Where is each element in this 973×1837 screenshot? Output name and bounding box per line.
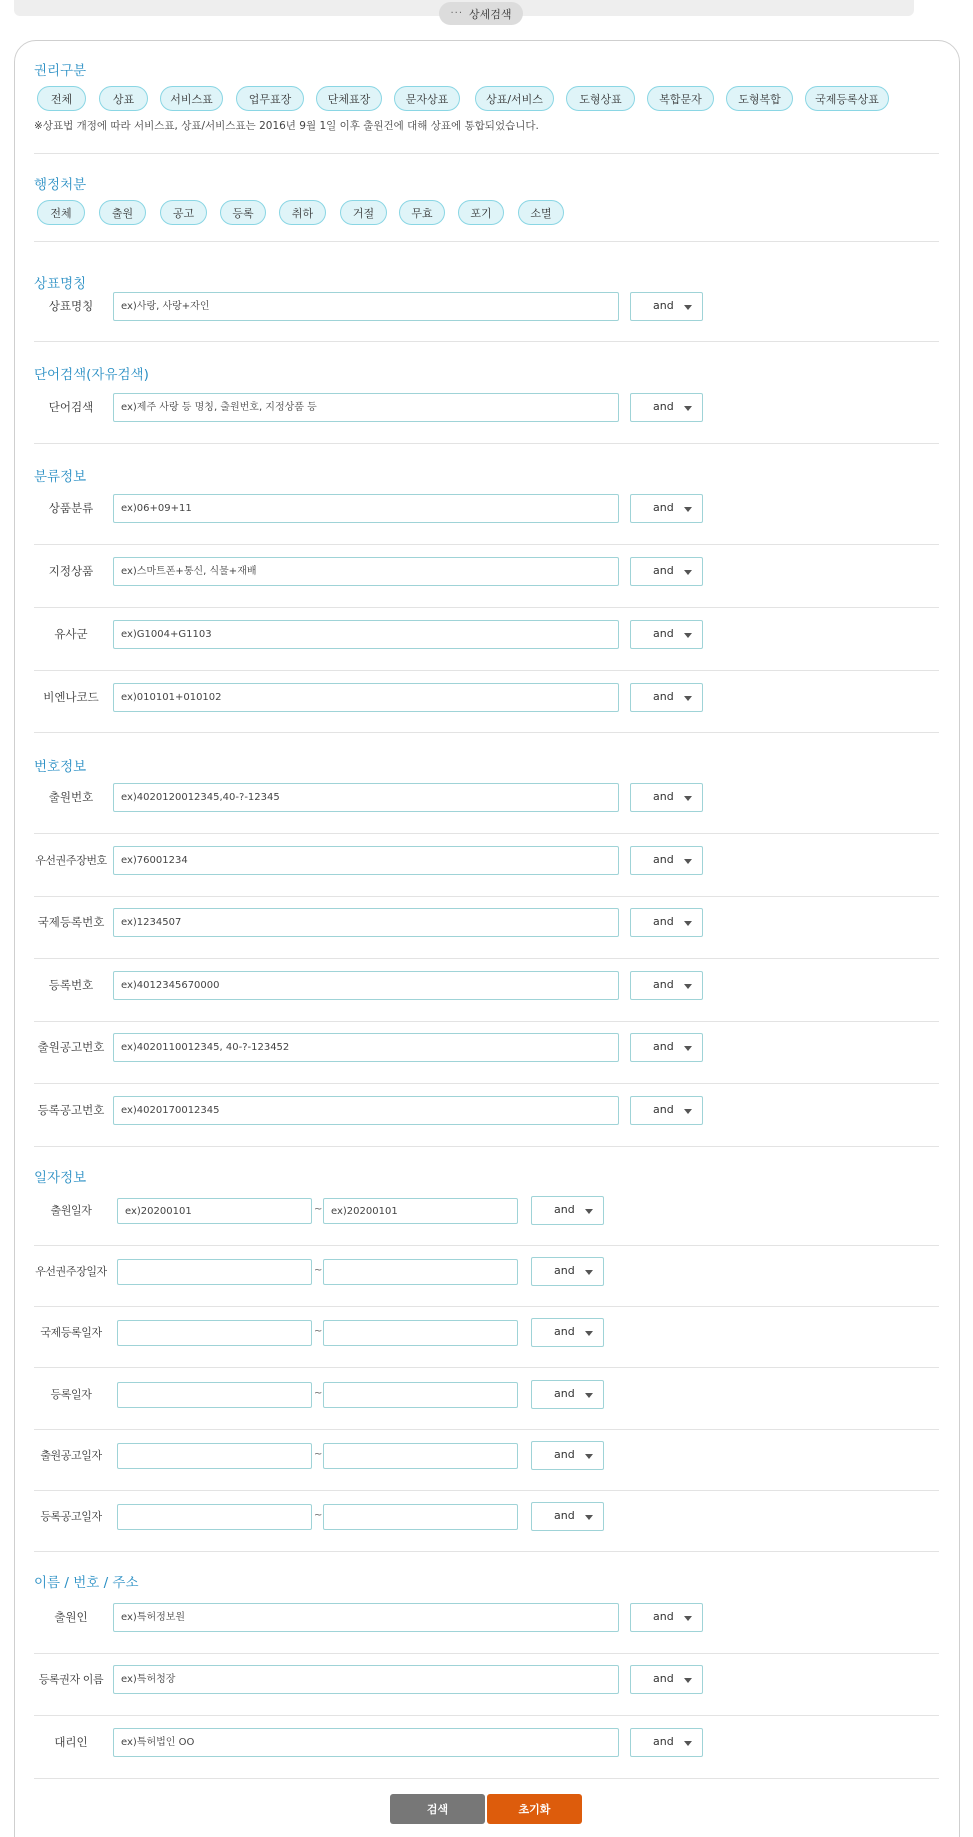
caret-down-icon bbox=[585, 1515, 593, 1520]
caret-down-icon bbox=[684, 1616, 692, 1621]
search-field[interactable] bbox=[113, 1728, 619, 1757]
detail-search-toggle[interactable] bbox=[439, 2, 523, 25]
section-title-numbers: 번호정보 bbox=[34, 759, 87, 775]
rights-chip-1[interactable]: 상표 bbox=[99, 86, 148, 111]
divider bbox=[34, 1778, 939, 1779]
operator-value: and bbox=[653, 400, 674, 413]
operator-value: and bbox=[653, 501, 674, 514]
field-label: 등록공고번호 bbox=[37, 1103, 105, 1117]
date-label: 등록일자 bbox=[50, 1388, 92, 1401]
operator-select[interactable] bbox=[630, 683, 703, 712]
operator-select[interactable] bbox=[531, 1196, 604, 1225]
section-title-names: 이름 / 번호 / 주소 bbox=[34, 1575, 139, 1591]
search-field[interactable] bbox=[113, 683, 619, 712]
admin-chip-0[interactable]: 전체 bbox=[37, 200, 85, 225]
divider bbox=[34, 833, 939, 834]
rights-chip-6[interactable]: 상표/서비스 bbox=[475, 86, 554, 111]
caret-down-icon bbox=[684, 570, 692, 575]
operator-select[interactable] bbox=[630, 620, 703, 649]
caret-down-icon bbox=[684, 984, 692, 989]
rights-chip-5[interactable]: 문자상표 bbox=[394, 86, 460, 111]
caret-down-icon bbox=[684, 406, 692, 411]
caret-down-icon bbox=[585, 1393, 593, 1398]
admin-chip-1[interactable]: 출원 bbox=[99, 200, 146, 225]
date-to-field[interactable] bbox=[323, 1259, 518, 1285]
admin-chip-6[interactable]: 무효 bbox=[399, 200, 445, 225]
search-field[interactable] bbox=[113, 494, 619, 523]
divider bbox=[34, 241, 939, 242]
detail-search-label: 상세검색 bbox=[469, 7, 512, 21]
field-label: 단어검색 bbox=[48, 400, 94, 414]
operator-value: and bbox=[554, 1448, 575, 1461]
rights-chip-9[interactable]: 도형복합 bbox=[726, 86, 793, 111]
search-field[interactable] bbox=[113, 620, 619, 649]
range-tilde: ~ bbox=[314, 1510, 323, 1521]
caret-down-icon bbox=[585, 1454, 593, 1459]
caret-down-icon bbox=[684, 921, 692, 926]
range-tilde: ~ bbox=[314, 1388, 323, 1399]
divider bbox=[34, 1306, 939, 1307]
divider bbox=[34, 1653, 939, 1654]
field-label: 출원번호 bbox=[48, 790, 94, 804]
date-from-field[interactable] bbox=[117, 1504, 312, 1530]
caret-down-icon bbox=[684, 859, 692, 864]
field-label: 상표명칭 bbox=[48, 299, 94, 313]
operator-value: and bbox=[653, 1103, 674, 1116]
search-button[interactable]: 검색 bbox=[390, 1794, 485, 1824]
operator-select[interactable] bbox=[630, 783, 703, 812]
search-field[interactable] bbox=[113, 783, 619, 812]
operator-select[interactable] bbox=[630, 1096, 703, 1125]
search-field[interactable] bbox=[113, 971, 619, 1000]
divider bbox=[34, 1021, 939, 1022]
divider bbox=[34, 732, 939, 733]
caret-down-icon bbox=[684, 1741, 692, 1746]
divider bbox=[34, 153, 939, 154]
admin-chip-4[interactable]: 취하 bbox=[279, 200, 326, 225]
admin-chip-7[interactable]: 포기 bbox=[458, 200, 504, 225]
rights-chip-8[interactable]: 복합문자 bbox=[647, 86, 714, 111]
rights-chip-4[interactable]: 단체표장 bbox=[316, 86, 382, 111]
divider bbox=[34, 1367, 939, 1368]
operator-select[interactable] bbox=[630, 1728, 703, 1757]
admin-chip-2[interactable]: 공고 bbox=[160, 200, 207, 225]
date-from-field[interactable] bbox=[117, 1198, 312, 1224]
field-label: 유사군 bbox=[54, 627, 88, 641]
section-title-mark_name: 상표명칭 bbox=[34, 276, 87, 292]
operator-select[interactable] bbox=[630, 1603, 703, 1632]
field-label: 상품분류 bbox=[48, 501, 94, 515]
caret-down-icon bbox=[585, 1209, 593, 1214]
operator-value: and bbox=[554, 1203, 575, 1216]
field-label: 지정상품 bbox=[48, 564, 94, 578]
search-field[interactable] bbox=[113, 1033, 619, 1062]
field-label: 등록권자 이름 bbox=[38, 1673, 104, 1686]
operator-value: and bbox=[554, 1509, 575, 1522]
section-title-dates: 일자정보 bbox=[34, 1170, 87, 1186]
search-field[interactable] bbox=[113, 846, 619, 875]
date-label: 우선권주장일자 bbox=[35, 1265, 107, 1278]
field-label: 대리인 bbox=[54, 1735, 88, 1749]
search-field[interactable] bbox=[113, 1096, 619, 1125]
operator-value: and bbox=[554, 1264, 575, 1277]
section-title-admin: 행정처분 bbox=[34, 177, 87, 193]
range-tilde: ~ bbox=[314, 1326, 323, 1337]
date-to-field[interactable] bbox=[323, 1382, 518, 1408]
date-from-field[interactable] bbox=[117, 1382, 312, 1408]
date-from-field[interactable] bbox=[117, 1443, 312, 1469]
divider bbox=[34, 443, 939, 444]
divider bbox=[34, 1490, 939, 1491]
divider bbox=[34, 670, 939, 671]
operator-value: and bbox=[653, 690, 674, 703]
search-field[interactable] bbox=[113, 292, 619, 321]
reset-button[interactable]: 초기화 bbox=[487, 1794, 582, 1824]
date-label: 출원일자 bbox=[50, 1204, 92, 1217]
more-dots-icon: ··· bbox=[450, 8, 464, 19]
range-tilde: ~ bbox=[314, 1449, 323, 1460]
search-field[interactable] bbox=[113, 393, 619, 422]
field-label: 국제등록번호 bbox=[37, 915, 105, 929]
operator-select[interactable] bbox=[531, 1318, 604, 1347]
caret-down-icon bbox=[585, 1270, 593, 1275]
operator-select[interactable] bbox=[630, 908, 703, 937]
operator-value: and bbox=[653, 915, 674, 928]
rights-chip-7[interactable]: 도형상표 bbox=[566, 86, 635, 111]
field-label: 출원공고번호 bbox=[37, 1040, 105, 1054]
date-to-field[interactable] bbox=[323, 1198, 518, 1224]
admin-chip-3[interactable]: 등록 bbox=[220, 200, 266, 225]
operator-value: and bbox=[653, 853, 674, 866]
field-label: 비엔나코드 bbox=[43, 690, 99, 704]
divider bbox=[34, 1083, 939, 1084]
field-label: 등록번호 bbox=[48, 978, 94, 992]
operator-select[interactable] bbox=[630, 494, 703, 523]
operator-value: and bbox=[554, 1325, 575, 1338]
operator-value: and bbox=[653, 1040, 674, 1053]
caret-down-icon bbox=[684, 1109, 692, 1114]
divider bbox=[34, 341, 939, 342]
search-field[interactable] bbox=[113, 1665, 619, 1694]
divider bbox=[34, 896, 939, 897]
operator-value: and bbox=[554, 1387, 575, 1400]
caret-down-icon bbox=[684, 507, 692, 512]
date-label: 국제등록일자 bbox=[40, 1326, 102, 1339]
operator-value: and bbox=[653, 299, 674, 312]
divider bbox=[34, 1715, 939, 1716]
operator-select[interactable] bbox=[630, 557, 703, 586]
operator-value: and bbox=[653, 564, 674, 577]
date-from-field[interactable] bbox=[117, 1259, 312, 1285]
operator-value: and bbox=[653, 1735, 674, 1748]
rights-note: ※상표법 개정에 따라 서비스표, 상표/서비스표는 2016년 9월 1일 이후 출원건에 대해 상표에 통합되었습니다. bbox=[34, 120, 539, 132]
date-label: 출원공고일자 bbox=[40, 1449, 102, 1462]
divider bbox=[34, 544, 939, 545]
divider bbox=[34, 1429, 939, 1430]
divider bbox=[34, 1245, 939, 1246]
operator-select[interactable] bbox=[531, 1441, 604, 1470]
rights-chip-3[interactable]: 업무표장 bbox=[236, 86, 304, 111]
operator-select[interactable] bbox=[630, 846, 703, 875]
date-label: 등록공고일자 bbox=[40, 1510, 102, 1523]
range-tilde: ~ bbox=[314, 1204, 323, 1215]
operator-select[interactable] bbox=[531, 1502, 604, 1531]
caret-down-icon bbox=[684, 696, 692, 701]
caret-down-icon bbox=[585, 1331, 593, 1336]
section-title-classification: 분류정보 bbox=[34, 469, 87, 485]
caret-down-icon bbox=[684, 1046, 692, 1051]
operator-select[interactable] bbox=[630, 1033, 703, 1062]
date-to-field[interactable] bbox=[323, 1443, 518, 1469]
admin-chip-5[interactable]: 거절 bbox=[340, 200, 387, 225]
operator-select[interactable] bbox=[630, 393, 703, 422]
caret-down-icon bbox=[684, 305, 692, 310]
operator-select[interactable] bbox=[630, 971, 703, 1000]
section-title-rights: 권리구분 bbox=[34, 63, 87, 79]
operator-value: and bbox=[653, 627, 674, 640]
divider bbox=[34, 958, 939, 959]
rights-chip-0[interactable]: 전체 bbox=[37, 86, 86, 111]
divider bbox=[34, 1146, 939, 1147]
date-from-field[interactable] bbox=[117, 1320, 312, 1346]
rights-chip-10[interactable]: 국제등록상표 bbox=[805, 86, 889, 111]
operator-select[interactable] bbox=[531, 1257, 604, 1286]
caret-down-icon bbox=[684, 633, 692, 638]
search-field[interactable] bbox=[113, 1603, 619, 1632]
divider bbox=[34, 1551, 939, 1552]
search-field[interactable] bbox=[113, 557, 619, 586]
operator-select[interactable] bbox=[531, 1380, 604, 1409]
operator-select[interactable] bbox=[630, 1665, 703, 1694]
field-label: 우선권주장번호 bbox=[35, 854, 107, 867]
date-to-field[interactable] bbox=[323, 1504, 518, 1530]
operator-value: and bbox=[653, 1610, 674, 1623]
range-tilde: ~ bbox=[314, 1265, 323, 1276]
search-field[interactable] bbox=[113, 908, 619, 937]
field-label: 출원인 bbox=[54, 1610, 88, 1624]
section-title-word_search: 단어검색(자유검색) bbox=[34, 367, 149, 383]
operator-value: and bbox=[653, 1672, 674, 1685]
caret-down-icon bbox=[684, 1678, 692, 1683]
operator-select[interactable] bbox=[630, 292, 703, 321]
date-to-field[interactable] bbox=[323, 1320, 518, 1346]
admin-chip-8[interactable]: 소멸 bbox=[518, 200, 564, 225]
operator-value: and bbox=[653, 978, 674, 991]
divider bbox=[34, 607, 939, 608]
operator-value: and bbox=[653, 790, 674, 803]
caret-down-icon bbox=[684, 796, 692, 801]
rights-chip-2[interactable]: 서비스표 bbox=[160, 86, 223, 111]
